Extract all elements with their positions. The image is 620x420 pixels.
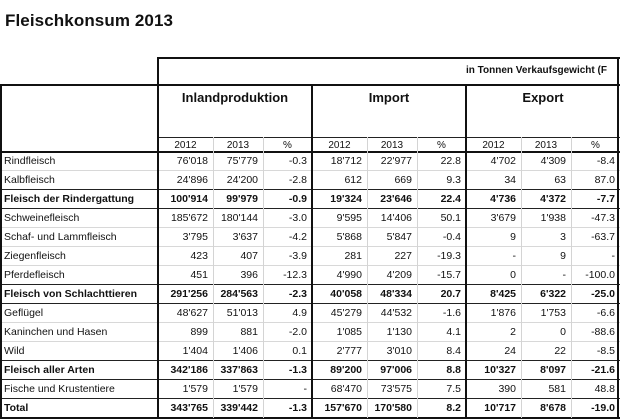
table-cell: 87.0 — [594, 174, 615, 186]
table-cell: 2 — [510, 326, 516, 338]
table-cell: 899 — [190, 326, 208, 338]
subheader-inland-2013: 2013 — [226, 140, 250, 151]
table-cell: 99'979 — [226, 193, 258, 205]
table-cell: 10'717 — [484, 402, 516, 414]
subtotal-top-divider — [0, 189, 620, 190]
table-row-subtotal — [0, 285, 620, 304]
table-cell: 1'876 — [490, 307, 516, 319]
group-divider — [311, 84, 313, 418]
subheader-export-pct: % — [591, 140, 600, 151]
table-cell: 48.8 — [594, 383, 615, 395]
table-cell: 227 — [394, 250, 412, 262]
column-divider — [263, 137, 264, 418]
subheader-top-border — [158, 137, 620, 138]
table-top-border — [158, 57, 620, 59]
table-cell: -0.3 — [288, 155, 307, 167]
table-cell: 4'736 — [490, 193, 516, 205]
table-row — [0, 342, 620, 361]
table-cell: -0.9 — [288, 193, 307, 205]
table-cell: -2.0 — [288, 326, 307, 338]
table-cell: 40'058 — [330, 288, 362, 300]
table-cell: 339'442 — [220, 402, 258, 414]
table-cell: 4.9 — [292, 307, 307, 319]
table-cell: 76'018 — [176, 155, 208, 167]
table-row — [0, 171, 620, 190]
table-cell: 14'406 — [380, 212, 412, 224]
table-cell: 89'200 — [330, 364, 362, 376]
table-cell: - — [512, 250, 516, 262]
group-header-export: Export — [522, 90, 564, 105]
column-divider — [417, 137, 418, 418]
table-cell: 612 — [344, 174, 362, 186]
table-cell: 342'186 — [170, 364, 208, 376]
table-cell: 68'470 — [330, 383, 362, 395]
table-cell: 1'085 — [336, 326, 362, 338]
table-cell: -88.6 — [591, 326, 615, 338]
table-cell: 97'006 — [380, 364, 412, 376]
table-cell: 0 — [560, 326, 566, 338]
table-cell: 6'322 — [540, 288, 566, 300]
table-cell: 1'404 — [182, 345, 208, 357]
table-cell: 1'938 — [540, 212, 566, 224]
page-title: Fleischkonsum 2013 — [5, 11, 174, 30]
table-left-border — [0, 84, 2, 418]
table-row-subtotal — [0, 399, 620, 418]
table-cell: 1'579 — [182, 383, 208, 395]
table-cell: 396 — [240, 269, 258, 281]
table-cell: -15.7 — [437, 269, 461, 281]
table-cell: - — [303, 383, 307, 395]
table-cell: -1.3 — [288, 364, 307, 376]
row-label: Fische und Krustentiere — [4, 383, 115, 395]
table-cell: 4'372 — [540, 193, 566, 205]
table-row — [0, 247, 620, 266]
table-cell: 423 — [190, 250, 208, 262]
table-cell: -1.6 — [442, 307, 461, 319]
row-label: Fleisch von Schlachttieren — [4, 288, 138, 300]
table-cell: 10'327 — [484, 364, 516, 376]
table-cell: 7.5 — [446, 383, 461, 395]
table-cell: 8.2 — [446, 402, 461, 414]
table-cell: 8'425 — [490, 288, 516, 300]
table-cell: 44'532 — [380, 307, 412, 319]
table-cell: 291'256 — [170, 288, 208, 300]
table-cell: -25.0 — [591, 288, 615, 300]
row-label: Total — [4, 402, 29, 414]
table-cell: -3.9 — [288, 250, 307, 262]
table-cell: -2.8 — [288, 174, 307, 186]
table-bottom-border — [0, 417, 620, 419]
subheader-import-pct: % — [437, 140, 446, 151]
table-cell: 2'777 — [336, 345, 362, 357]
table-cell: 407 — [240, 250, 258, 262]
table-cell: -7.7 — [596, 193, 615, 205]
table-cell: -3.0 — [288, 212, 307, 224]
table-cell: 669 — [394, 174, 412, 186]
table-cell: 100'914 — [170, 193, 208, 205]
table-cell: 22'977 — [380, 155, 412, 167]
row-label: Fleisch der Rindergattung — [4, 193, 135, 205]
subheader-import-2012: 2012 — [328, 140, 351, 151]
table-cell: 9 — [510, 231, 516, 243]
row-label: Fleisch aller Arten — [4, 364, 95, 376]
table-cell: -1.3 — [288, 402, 307, 414]
table-cell: 8.8 — [446, 364, 461, 376]
table-cell: -12.3 — [283, 269, 307, 281]
table-cell: 9'595 — [336, 212, 362, 224]
row-label: Wild — [4, 345, 25, 357]
table-cell: 63 — [554, 174, 566, 186]
row-label: Schweinefleisch — [4, 212, 80, 224]
table-cell: 48'627 — [176, 307, 208, 319]
table-cell: 3 — [560, 231, 566, 243]
table-cell: 4'309 — [540, 155, 566, 167]
table-cell: 0 — [510, 269, 516, 281]
column-divider — [571, 137, 572, 418]
table-row-subtotal — [0, 190, 620, 209]
row-label: Schaf- und Lammfleisch — [4, 231, 117, 243]
table-cell: 9.3 — [446, 174, 461, 186]
column-divider — [213, 137, 214, 418]
table-cell: 0.1 — [292, 345, 307, 357]
table-cell: 180'144 — [220, 212, 258, 224]
table-cell: 5'868 — [336, 231, 362, 243]
table-cell: 390 — [498, 383, 516, 395]
table-cell: -47.3 — [591, 212, 615, 224]
table-cell: -2.3 — [288, 288, 307, 300]
table-cell: -100.0 — [585, 269, 615, 281]
table-row-subtotal — [0, 361, 620, 380]
table-cell: 5'847 — [386, 231, 412, 243]
table-cell: -19.0 — [591, 402, 615, 414]
table-cell: - — [562, 269, 566, 281]
table-cell: 75'779 — [226, 155, 258, 167]
table-cell: 4'990 — [336, 269, 362, 281]
table-cell: 22.8 — [440, 155, 461, 167]
table-cell: -21.6 — [591, 364, 615, 376]
table-cell: 1'753 — [540, 307, 566, 319]
table-cell: 20.7 — [440, 288, 461, 300]
table-cell: 343'765 — [170, 402, 208, 414]
table-cell: 4'209 — [386, 269, 412, 281]
table-cell: -8.5 — [596, 345, 615, 357]
table-cell: 19'324 — [330, 193, 362, 205]
table-cell: 3'679 — [490, 212, 516, 224]
group-divider — [465, 84, 467, 418]
column-divider — [521, 137, 522, 418]
table-cell: -4.2 — [288, 231, 307, 243]
row-label: Pferdefleisch — [4, 269, 65, 281]
table-row — [0, 304, 620, 323]
table-cell: 881 — [240, 326, 258, 338]
table-cell: 34 — [504, 174, 516, 186]
unit-note: in Tonnen Verkaufsgewicht (F — [466, 65, 607, 76]
table-cell: 8'678 — [540, 402, 566, 414]
table-cell: - — [611, 250, 615, 262]
table-cell: -8.4 — [596, 155, 615, 167]
subheader-export-2013: 2013 — [534, 140, 558, 151]
table-row — [0, 152, 620, 171]
table-cell: -6.6 — [596, 307, 615, 319]
table-row — [0, 228, 620, 247]
table-cell: 73'575 — [380, 383, 412, 395]
table-cell: 24'896 — [176, 174, 208, 186]
table-cell: 581 — [548, 383, 566, 395]
subheader-inland-pct: % — [283, 140, 292, 151]
row-label: Rindfleisch — [4, 155, 56, 167]
table-cell: 24 — [504, 345, 516, 357]
table-cell: 8'097 — [540, 364, 566, 376]
table-cell: 3'637 — [232, 231, 258, 243]
table-row — [0, 323, 620, 342]
table-cell: 4'702 — [490, 155, 516, 167]
row-label: Ziegenfleisch — [4, 250, 66, 262]
table-cell: 185'672 — [170, 212, 208, 224]
table-cell: 45'279 — [330, 307, 362, 319]
table-right-border — [617, 57, 619, 418]
table-cell: 1'579 — [232, 383, 258, 395]
table-cell: 1'130 — [386, 326, 412, 338]
table-cell: 48'334 — [380, 288, 412, 300]
row-label: Kalbfleisch — [4, 174, 55, 186]
table-cell: 18'712 — [330, 155, 362, 167]
table-cell: 22 — [554, 345, 566, 357]
table-cell: -0.4 — [442, 231, 461, 243]
table-cell: 51'013 — [226, 307, 258, 319]
column-divider — [367, 137, 368, 418]
subheader-import-2013: 2013 — [380, 140, 404, 151]
table-cell: 9 — [560, 250, 566, 262]
table-cell: 170'580 — [374, 402, 412, 414]
table-cell: 4.1 — [446, 326, 461, 338]
table-row — [0, 209, 620, 228]
table-cell: -63.7 — [591, 231, 615, 243]
row-label: Geflügel — [4, 307, 44, 319]
table-cell: 284'563 — [220, 288, 258, 300]
table-cell: 281 — [344, 250, 362, 262]
subtotal-top-divider — [0, 284, 620, 285]
table-cell: -19.3 — [437, 250, 461, 262]
group-header-inlandproduktion: Inlandproduktion — [181, 90, 289, 105]
subheader-export-2012: 2012 — [482, 140, 505, 151]
table-cell: 451 — [190, 269, 208, 281]
table-row — [0, 380, 620, 399]
table-cell: 3'795 — [182, 231, 208, 243]
subtotal-top-divider — [0, 398, 620, 399]
table-cell: 8.4 — [446, 345, 461, 357]
table-cell: 3'010 — [386, 345, 412, 357]
table-cell: 1'406 — [232, 345, 258, 357]
table-cell: 50.1 — [440, 212, 461, 224]
table-cell: 337'863 — [220, 364, 258, 376]
table-row — [0, 266, 620, 285]
table-cell: 22.4 — [440, 193, 461, 205]
table-cell: 24'200 — [226, 174, 258, 186]
label-column-divider — [157, 57, 159, 418]
table-cell: 23'646 — [380, 193, 412, 205]
header-divider — [0, 84, 620, 86]
row-label: Kaninchen und Hasen — [4, 326, 108, 338]
group-header-import: Import — [368, 90, 410, 105]
subtotal-top-divider — [0, 360, 620, 361]
subheader-inland-2012: 2012 — [174, 140, 197, 151]
table-cell: 157'670 — [324, 402, 362, 414]
